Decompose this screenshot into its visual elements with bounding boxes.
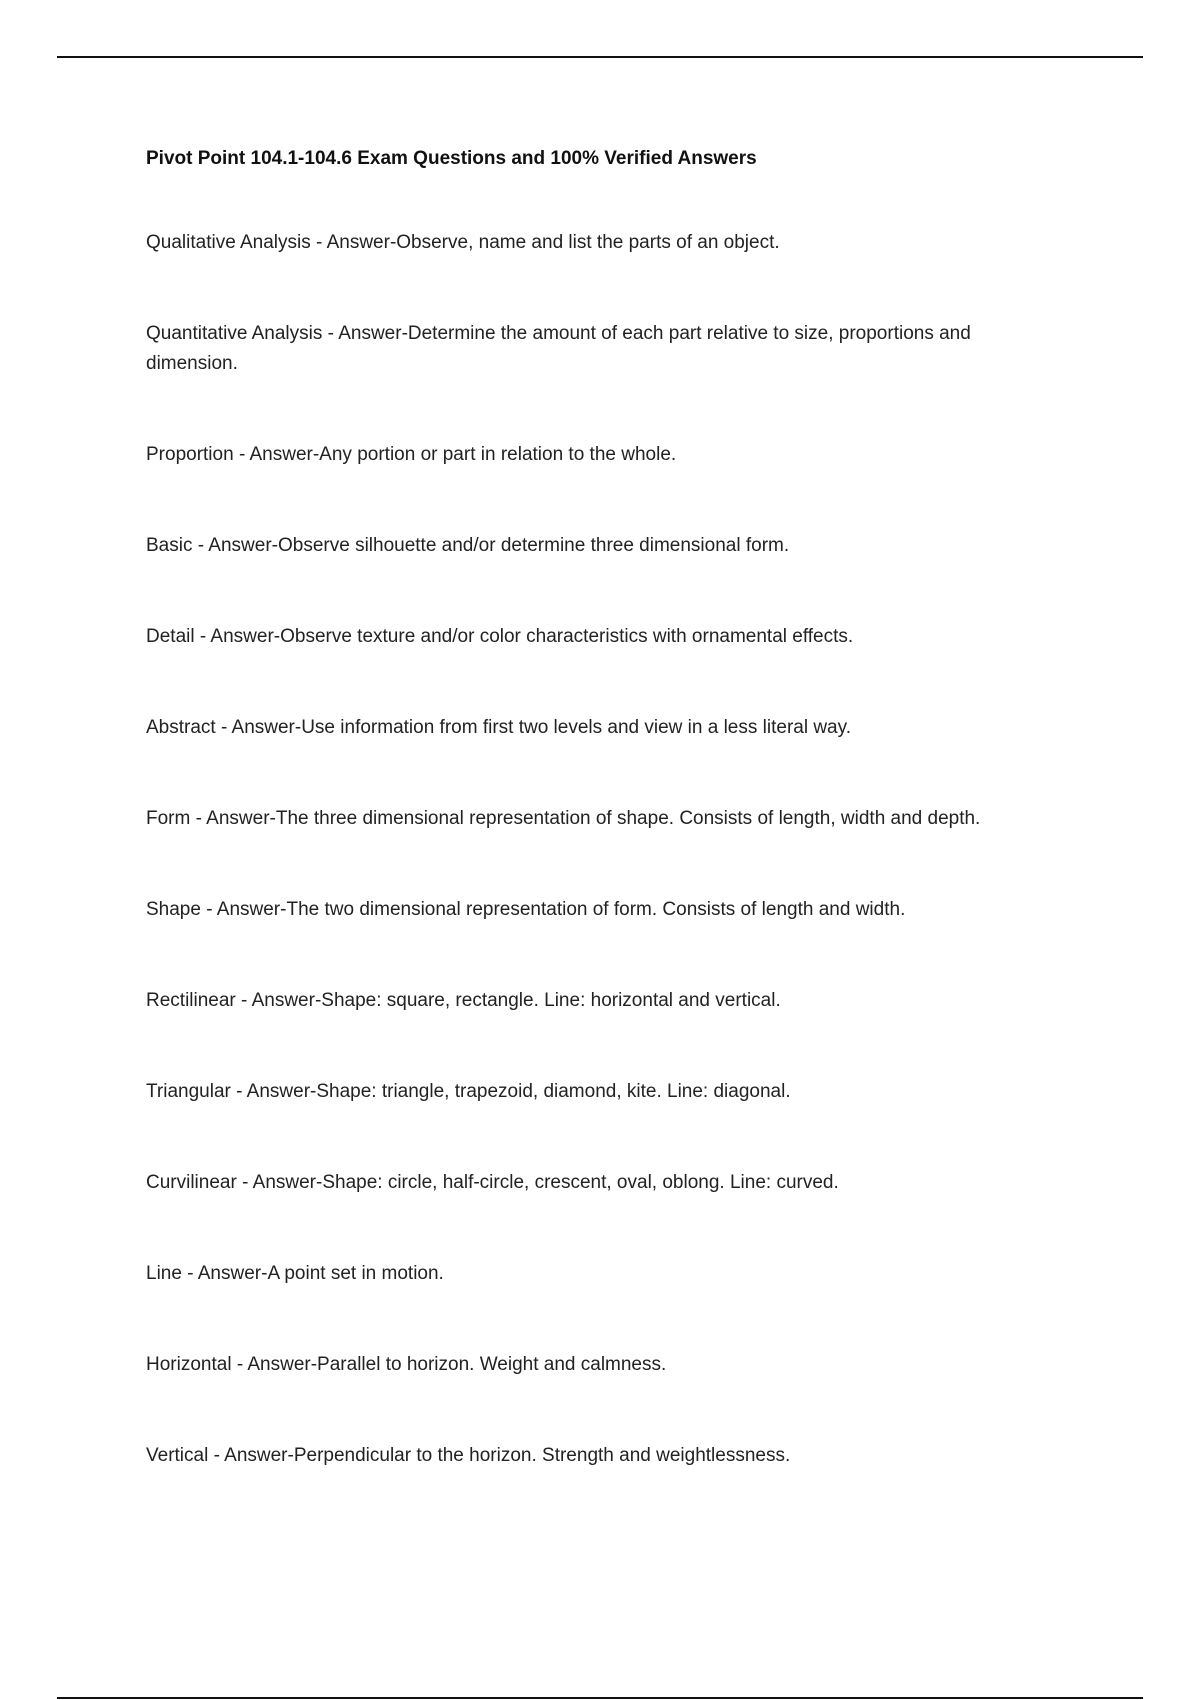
- entry-abstract: Abstract - Answer-Use information from first two levels and view in a less literal way.: [146, 717, 851, 738]
- entry-shape: Shape - Answer-The two dimensional representation of form. Consists of length and width.: [146, 899, 906, 920]
- entry-line: Line - Answer-A point set in motion.: [146, 1263, 444, 1284]
- document-title: Pivot Point 104.1-104.6 Exam Questions and 100% Verified Answers: [146, 148, 757, 169]
- entry-form: Form - Answer-The three dimensional representation of shape. Consists of length, width and depth.: [146, 808, 981, 829]
- entry-curvilinear: Curvilinear - Answer-Shape: circle, half-circle, crescent, oval, oblong. Line: curved.: [146, 1172, 839, 1193]
- document-body: [146, 146, 1046, 1532]
- entry-vertical: Vertical - Answer-Perpendicular to the horizon. Strength and weightlessness.: [146, 1445, 791, 1466]
- entry-quantitative-analysis: Quantitative Analysis - Answer-Determine the amount of each part relative to size, proportions and dimension.: [146, 323, 971, 374]
- entry-horizontal: Horizontal - Answer-Parallel to horizon. Weight and calmness.: [146, 1354, 667, 1375]
- entry-triangular: Triangular - Answer-Shape: triangle, trapezoid, diamond, kite. Line: diagonal.: [146, 1081, 791, 1102]
- header-rule: [57, 56, 1143, 58]
- entry-detail: Detail - Answer-Observe texture and/or color characteristics with ornamental effects.: [146, 626, 854, 647]
- entry-proportion: Proportion - Answer-Any portion or part in relation to the whole.: [146, 444, 677, 465]
- entry-basic: Basic - Answer-Observe silhouette and/or determine three dimensional form.: [146, 535, 790, 556]
- footer-rule: [57, 1697, 1143, 1699]
- entry-rectilinear: Rectilinear - Answer-Shape: square, rectangle. Line: horizontal and vertical.: [146, 990, 781, 1011]
- entry-qualitative-analysis: Qualitative Analysis - Answer-Observe, name and list the parts of an object.: [146, 232, 780, 253]
